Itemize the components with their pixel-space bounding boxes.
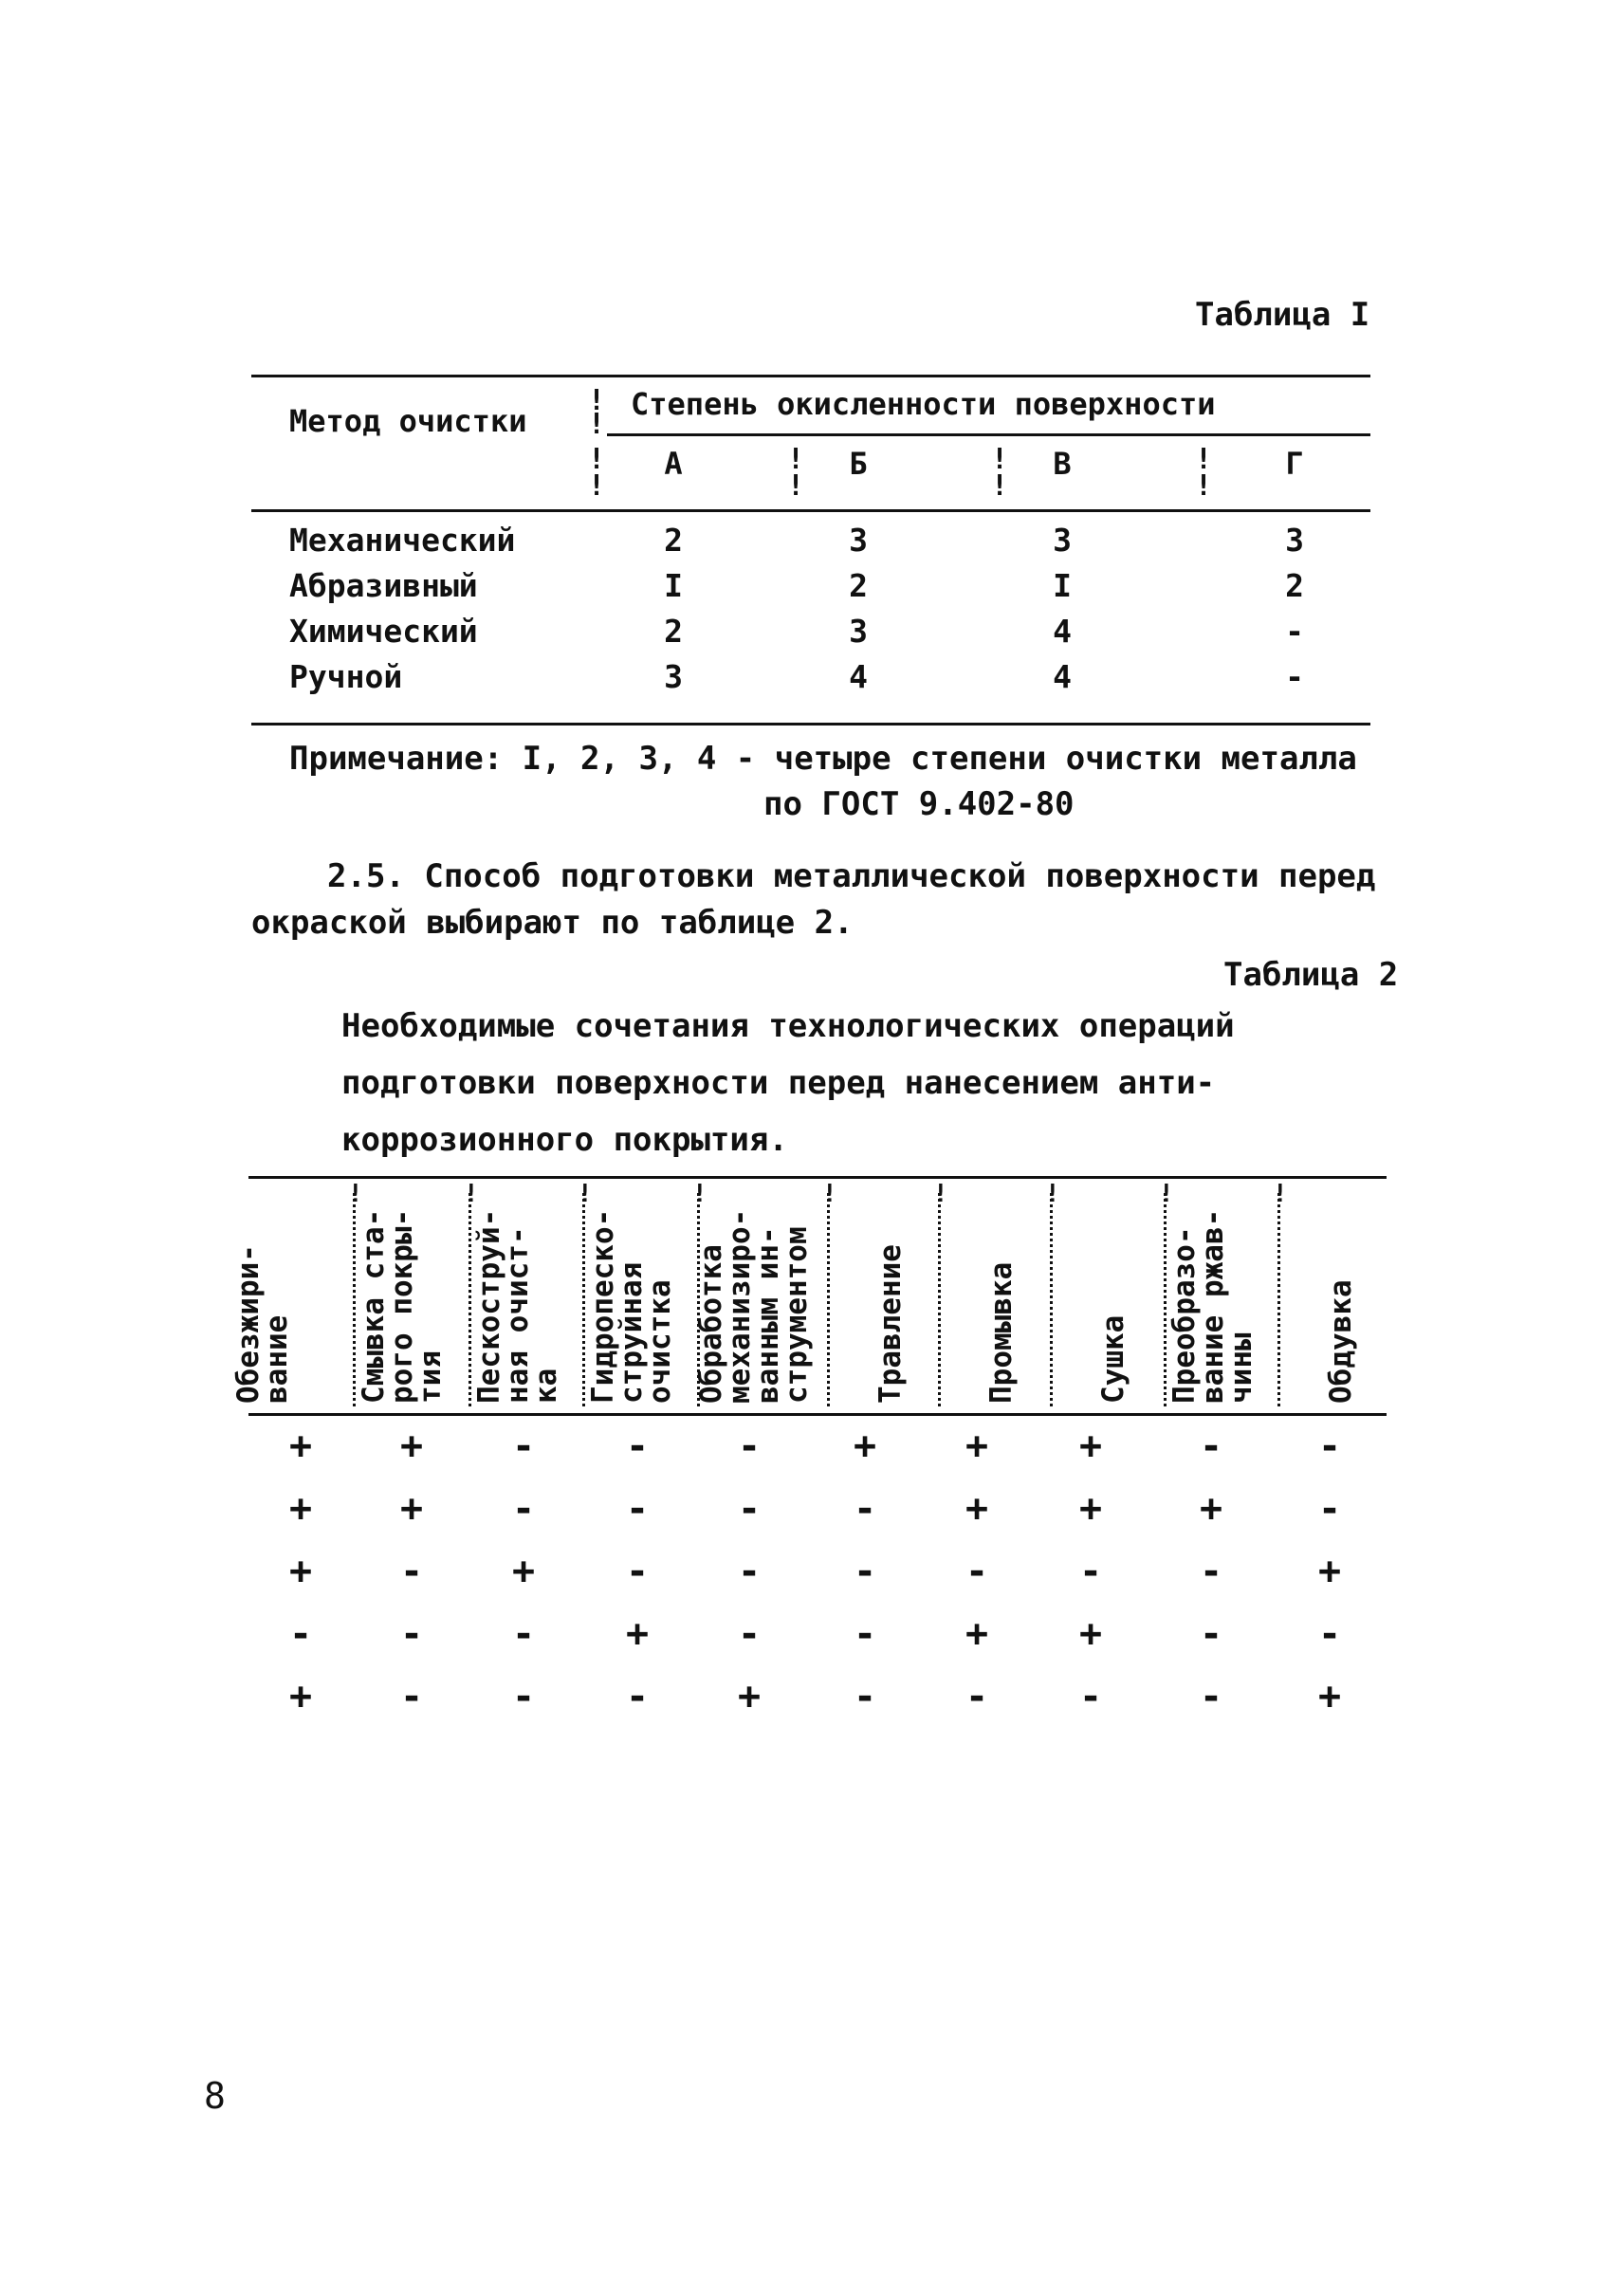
table2-cell: - <box>1317 1487 1342 1531</box>
table1-separator: ! <box>787 443 805 476</box>
table-row <box>248 1612 1387 1669</box>
table2-title-line: Необходимые сочетания технологических операций <box>341 1007 1235 1045</box>
table1-cell: 3 <box>664 658 683 695</box>
table2-cell: - <box>511 1424 536 1468</box>
table2-column-header: Сушка <box>1096 1314 1130 1404</box>
table2-cell: + <box>1078 1612 1103 1656</box>
table2-cell: - <box>1078 1675 1103 1718</box>
table-row <box>248 1550 1387 1607</box>
table2-cell: - <box>1317 1424 1342 1468</box>
table-row <box>248 1424 1387 1481</box>
table2-header-cell <box>231 1176 343 1413</box>
table1-separator: ! <box>588 408 606 441</box>
table1-method: Механический <box>289 522 516 559</box>
table2-cell: - <box>737 1612 762 1656</box>
table1-method: Химический <box>289 613 478 650</box>
table2-cell: + <box>399 1424 424 1468</box>
table2-cell: + <box>965 1424 989 1468</box>
table1-separator: ! <box>588 384 606 417</box>
table1-subheader-b: Б <box>849 446 868 482</box>
table1-method: Абразивный <box>289 567 478 604</box>
table1-separator: ! <box>588 443 606 476</box>
table2-header-cell <box>470 1176 584 1413</box>
paragraph-line2: окраской выбирают по таблице 2. <box>251 904 854 942</box>
table-row <box>248 1487 1387 1544</box>
table2-header-rule <box>248 1413 1387 1416</box>
table2-cell: - <box>399 1675 424 1718</box>
table-row <box>289 658 1370 704</box>
table2-cell: - <box>965 1675 989 1718</box>
table-row <box>289 522 1370 567</box>
table2-cell: + <box>511 1550 536 1593</box>
table1-cell: I <box>1053 567 1072 604</box>
table2-cell: - <box>1078 1550 1103 1593</box>
table2-column-header: Травление <box>873 1244 908 1404</box>
table2-cell: + <box>1078 1487 1103 1531</box>
table-row <box>289 613 1370 658</box>
table1-cell: - <box>1285 613 1304 650</box>
table2-column-header: Обезжири- вание <box>231 1244 294 1404</box>
table2-cell: - <box>511 1675 536 1718</box>
table1-separator: ! <box>588 469 606 503</box>
table1-cell: 3 <box>849 522 868 559</box>
table2-cell: + <box>853 1424 877 1468</box>
table1-cell: 2 <box>1285 567 1304 604</box>
table2-cell: - <box>511 1612 536 1656</box>
table1-bottom-rule <box>251 723 1370 726</box>
table1-cell: 2 <box>664 522 683 559</box>
table1-cell: 3 <box>1285 522 1304 559</box>
table1-header-degree: Степень окисленности поверхности <box>631 386 1216 422</box>
table2-column-header: Смывка ста- рого покры- тия <box>357 1208 448 1404</box>
table2-cell: + <box>399 1487 424 1531</box>
table2-cell: + <box>965 1487 989 1531</box>
table1-note-standard: по ГОСТ 9.402-80 <box>763 785 1075 823</box>
table2-cell: - <box>853 1612 877 1656</box>
table2-cell: - <box>1199 1550 1223 1593</box>
table-row <box>289 567 1370 613</box>
table2-cell: + <box>965 1612 989 1656</box>
paragraph-line1: 2.5. Способ подготовки металлической поверхности перед <box>327 857 1376 895</box>
table2-title <box>341 998 1271 1168</box>
table2-cell: + <box>1078 1424 1103 1468</box>
table2-cell: - <box>737 1487 762 1531</box>
table2-cell: - <box>1317 1612 1342 1656</box>
table1-subheader-v: В <box>1053 446 1072 482</box>
table2-cell: - <box>1199 1612 1223 1656</box>
table2-cell: - <box>853 1550 877 1593</box>
table1-subheader-g: Г <box>1285 446 1304 482</box>
table2-cell: - <box>853 1675 877 1718</box>
table2-cell: - <box>625 1424 650 1468</box>
table2-cell: + <box>288 1487 313 1531</box>
table2-header-cell <box>829 1176 938 1413</box>
table1-header-method: Метод очистки <box>289 403 527 439</box>
table2-cell: + <box>288 1424 313 1468</box>
table2-cell: - <box>1199 1424 1223 1468</box>
table1-subheader-a: А <box>664 446 683 482</box>
table2-cell: - <box>511 1487 536 1531</box>
table1-cell: 3 <box>849 613 868 650</box>
table2-header-cell <box>1166 1176 1279 1413</box>
table2-cell: - <box>399 1550 424 1593</box>
table-row <box>248 1675 1387 1732</box>
table2-cell: - <box>288 1612 313 1656</box>
table2-cell: - <box>625 1550 650 1593</box>
table2-column-header: Гидропеско- струйная очистка <box>586 1208 677 1404</box>
table2-column-header: Обдувка <box>1324 1279 1358 1404</box>
table1-separator: ! <box>1195 469 1213 503</box>
table2-column-header: Обработка механизиро- ванным ин- струментом <box>694 1208 814 1404</box>
table2-cell: - <box>737 1424 762 1468</box>
table2-column-header: Преобразо- вание ржав- чины <box>1167 1208 1259 1404</box>
table2-cell: - <box>965 1550 989 1593</box>
table2-cell: + <box>1199 1487 1223 1531</box>
table2-column-header: Промывка <box>984 1261 1019 1404</box>
table2-header-cell <box>355 1176 469 1413</box>
table1-cell: 4 <box>1053 658 1072 695</box>
table1-mid-rule <box>607 433 1370 436</box>
table2-column-header: Пескоструй- ная очист- ка <box>472 1208 563 1404</box>
table2-header-cell <box>1279 1176 1387 1413</box>
page-number: 8 <box>204 2075 226 2117</box>
table1-method: Ручной <box>289 658 403 695</box>
table1-cell: 2 <box>849 567 868 604</box>
table1-separator: ! <box>991 469 1009 503</box>
table2-cell: - <box>737 1550 762 1593</box>
table1-cell: 4 <box>849 658 868 695</box>
table2-cell: + <box>288 1550 313 1593</box>
table2-cell: - <box>625 1487 650 1531</box>
table1-separator: ! <box>787 469 805 503</box>
table2-cell: + <box>737 1675 762 1718</box>
table2-header-cell <box>940 1176 1049 1413</box>
table2-header-cell <box>584 1176 698 1413</box>
table2-cell: + <box>625 1612 650 1656</box>
table1-cell: - <box>1285 658 1304 695</box>
table2-header-cell <box>694 1176 832 1413</box>
table2-title-line: подготовки поверхности перед нанесением анти- <box>341 1064 1216 1102</box>
table2-header-cell <box>1052 1176 1156 1413</box>
table2-cell: - <box>1199 1675 1223 1718</box>
table2-cell: - <box>625 1675 650 1718</box>
table2-cell: + <box>1317 1550 1342 1593</box>
table1-cell: 4 <box>1053 613 1072 650</box>
table1-cell: 2 <box>664 613 683 650</box>
table1-header-rule <box>251 509 1370 512</box>
table2-cell: - <box>399 1612 424 1656</box>
table1-top-rule <box>251 375 1370 377</box>
table2-cell: + <box>288 1675 313 1718</box>
table1-caption: Таблица I <box>1195 296 1370 334</box>
table2-cell: - <box>853 1487 877 1531</box>
table2-title-line: коррозионного покрытия. <box>341 1121 788 1159</box>
table1-separator: ! <box>991 443 1009 476</box>
table1-note: Примечание: I, 2, 3, 4 - четыре степени очистки металла <box>289 740 1357 778</box>
table1-separator: ! <box>1195 443 1213 476</box>
table1-cell: 3 <box>1053 522 1072 559</box>
table2-caption: Таблица 2 <box>1223 956 1399 994</box>
table1-cell: I <box>664 567 683 604</box>
table2-cell: + <box>1317 1675 1342 1718</box>
